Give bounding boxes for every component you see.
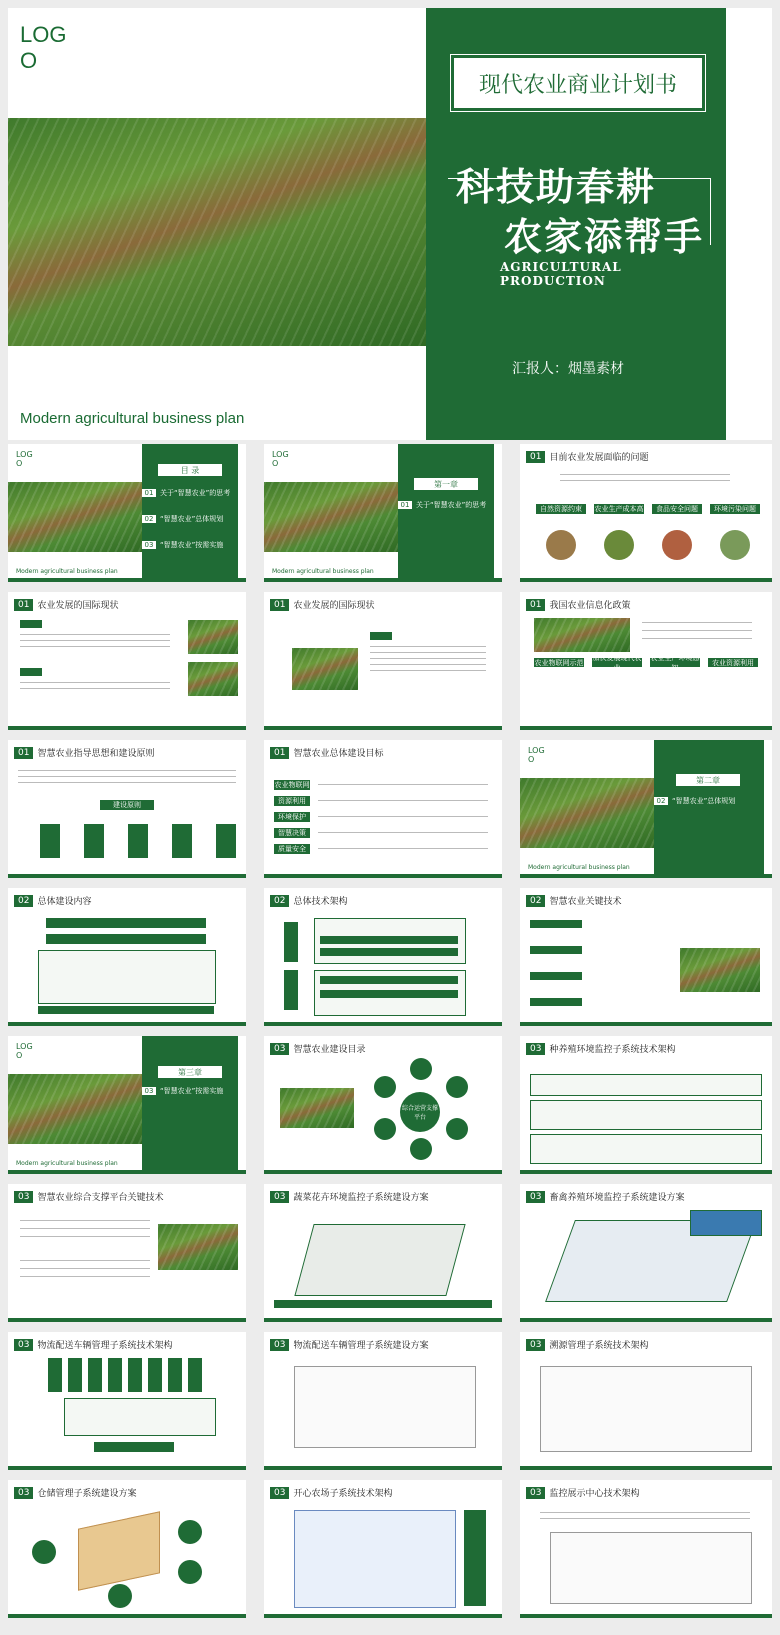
tech-label xyxy=(530,998,582,1006)
arch-layer xyxy=(320,936,458,944)
small-logo: LOG O xyxy=(16,1042,33,1060)
slide-title: 智慧农业总体建设目标 xyxy=(293,749,384,759)
arch-col xyxy=(68,1358,82,1392)
arch-col xyxy=(108,1358,122,1392)
slide-vegetable-env[interactable] xyxy=(264,1184,502,1322)
goal-label: 资源利用 xyxy=(274,796,310,806)
chapter-num: 01 xyxy=(398,501,412,509)
text-line xyxy=(318,832,488,833)
chapter-title: 第一章 xyxy=(414,478,478,490)
text-line xyxy=(20,1268,150,1269)
slide-header xyxy=(270,598,374,611)
slide-trace-arch[interactable] xyxy=(520,1332,772,1470)
slide-toc[interactable] xyxy=(8,444,246,582)
slide-chapter2[interactable] xyxy=(520,740,772,878)
layer-box xyxy=(46,918,206,928)
slide-number: 01 xyxy=(14,599,33,611)
slide-title: 仓储管理子系统建设方案 xyxy=(37,1489,137,1499)
text-line xyxy=(20,640,170,641)
slide-photo xyxy=(188,662,238,696)
principle-box xyxy=(172,824,192,858)
roof-panel xyxy=(690,1210,762,1236)
text-line xyxy=(560,480,730,481)
chapter-item: 关于“智慧农业”的思考 xyxy=(416,501,487,509)
arch-col xyxy=(188,1358,202,1392)
slide-number: 02 xyxy=(270,895,289,907)
slide-header xyxy=(14,1338,172,1351)
arch-layer xyxy=(320,976,458,984)
slide-title: 溯源管理子系统技术架构 xyxy=(549,1341,649,1351)
policy-label: 农业物联网示范 xyxy=(534,658,584,667)
node-circle xyxy=(32,1540,56,1564)
slide-header xyxy=(526,894,621,907)
slide-tech-arch[interactable] xyxy=(264,888,502,1026)
text-line xyxy=(20,646,170,647)
text-line xyxy=(370,646,486,647)
text-line xyxy=(20,1220,150,1221)
slide-logistics-plan[interactable] xyxy=(264,1332,502,1470)
problem-image xyxy=(546,530,576,560)
slide-farm-arch[interactable] xyxy=(264,1480,502,1618)
text-line xyxy=(318,784,488,785)
headline-line1: 科技助春耕 xyxy=(456,165,657,209)
small-subtitle: Modern agricultural business plan xyxy=(272,568,374,575)
problem-label: 食品安全问题 xyxy=(652,504,702,514)
text-line xyxy=(18,770,236,771)
slide-header xyxy=(526,598,630,611)
toc-item[interactable]: “智慧农业”按需实施 xyxy=(160,541,224,549)
slide-goals[interactable] xyxy=(264,740,502,878)
side-label xyxy=(284,922,298,962)
slide-header xyxy=(14,746,154,759)
slide-number: 01 xyxy=(14,747,33,759)
slide-monitor-center[interactable] xyxy=(520,1480,772,1618)
slide-number: 03 xyxy=(526,1487,545,1499)
slide-header xyxy=(526,1042,675,1055)
arch-block xyxy=(64,1398,216,1436)
principle-box xyxy=(84,824,104,858)
problem-label: 自然资源约束 xyxy=(536,504,586,514)
chapter-item: “智慧农业”按需实施 xyxy=(160,1087,224,1095)
slide-photo xyxy=(158,1224,238,1270)
slide-header xyxy=(526,1486,639,1499)
slide-number: 03 xyxy=(526,1043,545,1055)
chapter-panel xyxy=(142,1036,238,1170)
tag xyxy=(370,632,392,640)
slide-header xyxy=(526,450,648,463)
node-circle xyxy=(108,1584,132,1608)
slide-title: 开心农场子系统技术架构 xyxy=(293,1489,393,1499)
terrace-photo xyxy=(8,118,426,346)
slide-title: 农业发展的国际现状 xyxy=(293,601,375,611)
slide-number: 01 xyxy=(526,451,545,463)
small-logo: LOG O xyxy=(272,450,289,468)
slide-photo xyxy=(520,778,654,848)
text-line xyxy=(370,658,486,659)
problem-label: 农业生产成本高 xyxy=(594,505,644,513)
warehouse-diagram xyxy=(78,1511,160,1590)
principle-box xyxy=(40,824,60,858)
slide-header xyxy=(270,1486,392,1499)
slide-number: 03 xyxy=(14,1191,33,1203)
chapter-num: 02 xyxy=(654,797,668,805)
farm-diagram xyxy=(294,1510,456,1608)
slide-header xyxy=(14,598,118,611)
slide-number: 01 xyxy=(270,599,289,611)
text-line xyxy=(20,1236,150,1237)
small-logo: LOG O xyxy=(16,450,33,468)
toc-item[interactable]: 关于“智慧农业”的思考 xyxy=(160,489,231,497)
small-logo: LOG O xyxy=(528,746,545,764)
text-line xyxy=(540,1518,750,1519)
slide-title: 监控展示中心技术架构 xyxy=(549,1489,640,1499)
text-line xyxy=(318,800,488,801)
slide-title: 智慧农业指导思想和建设原则 xyxy=(37,749,155,759)
content-block xyxy=(38,950,216,1004)
slide-header xyxy=(270,894,347,907)
slide-photo xyxy=(280,1088,354,1128)
cover-green-panel xyxy=(426,8,726,440)
problem-image xyxy=(604,530,634,560)
slide-number: 03 xyxy=(270,1191,289,1203)
slide-number: 03 xyxy=(270,1043,289,1055)
slide-chapter3[interactable] xyxy=(8,1036,246,1174)
chapter-panel xyxy=(654,740,764,874)
side-bar xyxy=(464,1510,486,1606)
slide-header xyxy=(270,746,383,759)
arch-col xyxy=(88,1358,102,1392)
tag xyxy=(20,620,42,628)
slide-catalog[interactable] xyxy=(264,1036,502,1174)
tech-label xyxy=(530,920,582,928)
arch-layer-bottom xyxy=(530,1134,762,1164)
slide-warehouse[interactable] xyxy=(8,1480,246,1618)
slide-photo xyxy=(188,620,238,654)
cover-subtitle: Modern agricultural business plan xyxy=(20,410,245,427)
slide-title: 智慧农业建设目录 xyxy=(293,1045,366,1055)
arch-col xyxy=(128,1358,142,1392)
slide-photo xyxy=(8,1074,142,1144)
slide-intl-status-1[interactable] xyxy=(8,592,246,730)
chapter-num: 03 xyxy=(142,1087,156,1095)
monitor-diagram xyxy=(550,1532,752,1604)
slide-problems[interactable] xyxy=(520,444,772,582)
arch-col xyxy=(48,1358,62,1392)
slide-title: 智慧农业关键技术 xyxy=(549,897,622,907)
slide-photo xyxy=(264,482,398,552)
toc-num: 01 xyxy=(142,489,156,497)
slide-photo xyxy=(680,948,760,992)
slide-number: 03 xyxy=(526,1191,545,1203)
slide-title: 总体建设内容 xyxy=(37,897,92,907)
arch-col xyxy=(168,1358,182,1392)
node-circle xyxy=(374,1076,396,1098)
slide-header xyxy=(270,1190,428,1203)
slide-title: 总体技术架构 xyxy=(293,897,348,907)
slide-env-arch[interactable] xyxy=(520,1036,772,1174)
arch-layer-top xyxy=(530,1074,762,1096)
slide-title: 我国农业信息化政策 xyxy=(549,601,631,611)
principle-box xyxy=(216,824,236,858)
database-box xyxy=(94,1442,174,1452)
network-diagram xyxy=(294,1366,476,1448)
text-line xyxy=(18,782,236,783)
small-subtitle: Modern agricultural business plan xyxy=(16,568,118,575)
text-line xyxy=(560,474,730,475)
slide-number: 03 xyxy=(270,1339,289,1351)
slide-title: 农业发展的国际现状 xyxy=(37,601,119,611)
text-line xyxy=(20,682,170,683)
text-line xyxy=(318,816,488,817)
toc-num: 03 xyxy=(142,541,156,549)
chapter-title: 第三章 xyxy=(158,1066,222,1078)
reporter: 汇报人：烟墨素材 xyxy=(512,361,624,377)
arch-layer xyxy=(320,990,458,998)
slide-photo xyxy=(292,648,358,690)
text-line xyxy=(370,652,486,653)
slide-policy[interactable] xyxy=(520,592,772,730)
slide-title: 目前农业发展面临的问题 xyxy=(549,453,649,463)
node-circle xyxy=(410,1138,432,1160)
node-circle xyxy=(410,1058,432,1080)
slide-header xyxy=(14,1486,136,1499)
slide-logistics-arch[interactable] xyxy=(8,1332,246,1470)
tech-label xyxy=(530,972,582,980)
arch-col xyxy=(148,1358,162,1392)
text-line xyxy=(370,670,486,671)
problem-label: 环境污染问题 xyxy=(710,504,760,514)
principle-box xyxy=(128,824,148,858)
principle-center: 建设原则 xyxy=(100,800,154,810)
text-line xyxy=(20,1276,150,1277)
text-line xyxy=(20,1260,150,1261)
layer-box xyxy=(46,934,206,944)
side-label xyxy=(284,970,298,1010)
text-line xyxy=(20,634,170,635)
slide-title: 种养殖环境监控子系统技术架构 xyxy=(549,1045,676,1055)
text-line xyxy=(540,1512,750,1513)
text-line xyxy=(20,1228,150,1229)
slide-number: 03 xyxy=(270,1487,289,1499)
goal-label: 农业物联网 xyxy=(274,781,310,789)
slide-title: 物流配送车辆管理子系统技术架构 xyxy=(37,1341,173,1351)
policy-label: 农业生产环境感知 xyxy=(650,653,700,672)
slide-platform-tech[interactable] xyxy=(8,1184,246,1322)
toc-num: 02 xyxy=(142,515,156,523)
tag xyxy=(20,668,42,676)
policy-label: 加快发展现代农业 xyxy=(592,653,642,672)
hub-circle: 综合运营支撑平台 xyxy=(400,1092,440,1132)
english-tagline: AGRICULTURAL PRODUCTION xyxy=(500,260,622,288)
slide-title: 畜禽养殖环境监控子系统建设方案 xyxy=(549,1193,685,1203)
text-line xyxy=(18,776,236,777)
cover-title: 现代农业商业计划书 xyxy=(454,58,702,108)
small-subtitle: Modern agricultural business plan xyxy=(16,1160,118,1167)
chapter-title: 第二章 xyxy=(676,774,740,786)
slide-number: 02 xyxy=(526,895,545,907)
toc-panel xyxy=(142,444,238,578)
node-circle xyxy=(178,1560,202,1584)
text-line xyxy=(642,638,752,639)
slide-livestock-env[interactable] xyxy=(520,1184,772,1322)
slide-key-tech[interactable] xyxy=(520,888,772,1026)
text-line xyxy=(642,630,752,631)
problem-image xyxy=(662,530,692,560)
goal-label: 智慧决策 xyxy=(274,828,310,838)
text-line xyxy=(370,664,486,665)
slide-guiding[interactable] xyxy=(8,740,246,878)
footer-bar xyxy=(274,1300,492,1308)
slide-number: 01 xyxy=(526,599,545,611)
slide-overall-content[interactable] xyxy=(8,888,246,1026)
slide-header xyxy=(270,1042,365,1055)
slide-header xyxy=(14,894,91,907)
toc-title: 目 录 xyxy=(158,464,222,476)
arch-layer xyxy=(320,948,458,956)
headline-line2: 农家添帮手 xyxy=(504,215,705,259)
small-subtitle: Modern agricultural business plan xyxy=(528,864,630,871)
chapter-item: “智慧农业”总体规划 xyxy=(672,797,736,805)
slide-number: 03 xyxy=(14,1339,33,1351)
trace-diagram xyxy=(540,1366,752,1452)
cover-slide[interactable] xyxy=(8,8,772,440)
slide-header xyxy=(526,1190,684,1203)
node-circle xyxy=(178,1520,202,1544)
problem-image xyxy=(720,530,750,560)
slide-chapter1[interactable] xyxy=(264,444,502,582)
policy-label: 农业资源利用 xyxy=(708,658,758,667)
slide-title: 智慧农业综合支撑平台关键技术 xyxy=(37,1193,164,1203)
node-circle xyxy=(374,1118,396,1140)
slide-header xyxy=(14,1190,163,1203)
slide-intl-status-2[interactable] xyxy=(264,592,502,730)
logo: LOG O xyxy=(20,22,67,73)
slide-header xyxy=(270,1338,428,1351)
slide-photo xyxy=(8,482,142,552)
goal-label: 环境保护 xyxy=(274,812,310,822)
slide-photo xyxy=(534,618,630,652)
toc-item[interactable]: “智慧农业”总体规划 xyxy=(160,515,224,523)
slide-header xyxy=(526,1338,648,1351)
node-circle xyxy=(446,1076,468,1098)
slide-number: 01 xyxy=(270,747,289,759)
text-line xyxy=(318,848,488,849)
layer-box xyxy=(38,1006,214,1014)
slide-number: 02 xyxy=(14,895,33,907)
slide-title: 物流配送车辆管理子系统建设方案 xyxy=(293,1341,429,1351)
node-circle xyxy=(446,1118,468,1140)
text-line xyxy=(642,622,752,623)
slide-number: 03 xyxy=(526,1339,545,1351)
tech-label xyxy=(530,946,582,954)
greenhouse-diagram xyxy=(294,1224,465,1296)
chapter-panel xyxy=(398,444,494,578)
arch-layer-mid xyxy=(530,1100,762,1130)
slide-title: 蔬菜花卉环境监控子系统建设方案 xyxy=(293,1193,429,1203)
text-line xyxy=(20,688,170,689)
goal-label: 质量安全 xyxy=(274,844,310,854)
slide-number: 03 xyxy=(14,1487,33,1499)
